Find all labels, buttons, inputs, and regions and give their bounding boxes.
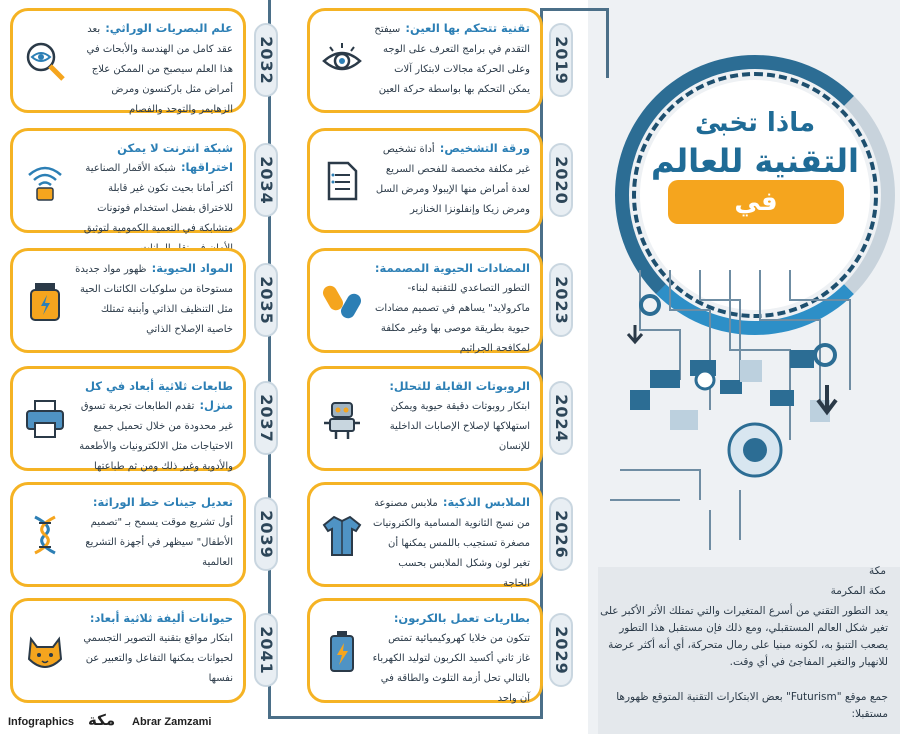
- timeline-card-2020: [307, 128, 543, 233]
- timeline-card-2032: [10, 8, 246, 113]
- timeline-card-2026: [307, 482, 543, 587]
- card-body: تتكون من خلايا كهروكيميائية تمتص غاز ثاني أكسيد الكربون لتوليد الكهرباء بالتالي تحل أزمة التلوث والطاقة في آن واحد: [372, 633, 530, 704]
- year-2024: 2024: [549, 381, 573, 455]
- timeline-card-2024: [307, 366, 543, 471]
- card-title: الملابس الذكية:: [442, 495, 530, 509]
- card-body: ابتكار روبوتات دقيقة حيوية ويمكن استهلاكها لإصلاح الإصابات الداخلية للإنسان: [389, 401, 530, 452]
- year-2032: 2032: [254, 23, 278, 97]
- year-2039: 2039: [254, 497, 278, 571]
- card-body: بعد عقد كامل من الهندسة والأبحاث في هذا العلم سيصبح من الممكن علاج أمراض مثل باركنسون ومرض الزهايمر والتوحد والفصام: [86, 24, 233, 115]
- intro-paragraph: يعد التطور التقني من أسرع المتغيرات والتي تمتلك الأثر الأكبر على تغير شكل العالم المستقبلي، ومع ذلك فإن مستقبل هذا التطور يصعب التنبؤ به، لكونه مبنيا على رمال متحركة، أي أنه أكثر عرضة للانهيار والتغير المفاجئ في أي وقت.: [600, 605, 888, 668]
- wifi-lock-icon: [23, 159, 67, 203]
- card-body: التطور التصاعدي للتقنية لبناء- ماكرولايد" يساهم في تصميم مضادات حيوية بطريقة موصى بها وغير مكلفة لمكافحة الجراثيم: [375, 283, 530, 354]
- timeline-line-left: [268, 0, 271, 718]
- card-title: الروبوتات القابلة للتحلل:: [389, 379, 530, 393]
- year-2019: 2019: [549, 23, 573, 97]
- headline-line-1: ماذا تخبئ: [694, 108, 816, 138]
- timeline-connector-top: [540, 8, 608, 11]
- timeline-card-2029: [307, 598, 543, 703]
- year-2026: 2026: [549, 497, 573, 571]
- jar-icon: [23, 279, 67, 323]
- timeline-card-2023: [307, 248, 543, 353]
- shirt-icon: [320, 513, 364, 557]
- location-city: مكة: [868, 565, 886, 577]
- year-2037: 2037: [254, 381, 278, 455]
- year-2020: 2020: [549, 143, 573, 217]
- card-title: بطاريات تعمل بالكربون:: [393, 611, 530, 625]
- card-title: طابعات ثلاثية أبعاد في كل منزل:: [85, 379, 233, 412]
- year-2029: 2029: [549, 613, 573, 687]
- circuit-illustration: [590, 240, 890, 560]
- year-2041: 2041: [254, 613, 278, 687]
- timeline-connector-drop: [606, 8, 609, 78]
- card-body: أداة تشخيص غير مكلفة مخصصة للفحص السريع لعدة أمراض منها الإيبولا ومرض السل ومرض زيكا وإنفلونزا الخنازير: [375, 144, 530, 215]
- card-body: تقدم الطابعات تجربة تسوق غير محدودة من خلال تحميل جميع الاحتياجات مثل الالكترونيات والأطعمة والأدوية وغير ذلك ومن ثم طباعتها: [79, 401, 233, 472]
- card-body: ظهور مواد جديدة مستوحاة من سلوكيات الكائنات الحية مثل التنظيف الذاتي وأبنية تمتلك خاصية الإصلاح الذاتي: [75, 264, 233, 335]
- card-title: تقنية تتحكم بها العين:: [405, 21, 530, 35]
- document-icon: [320, 159, 364, 203]
- card-body: شبكة الأقمار الصناعية أكثر أمانا بحيث تكون غير قابلة للاختراق بفضل استخدام فوتونات متشابكة في التعمية الكمومية لتوثيق: [83, 163, 233, 234]
- timeline-card-2039: [10, 482, 246, 587]
- card-title: حيوانات أليفة ثلاثية أبعاد:: [89, 611, 233, 625]
- robot-icon: [320, 397, 364, 441]
- location-region: مكة المكرمة: [830, 585, 886, 597]
- dna-icon: [23, 513, 67, 557]
- headline-line-2: التقنية للعالم: [650, 142, 859, 180]
- timeline-card-2019: [307, 8, 543, 113]
- printer-icon: [23, 397, 67, 441]
- cat-icon: [23, 629, 67, 673]
- timeline-card-2034: [10, 128, 246, 233]
- year-2035: 2035: [254, 263, 278, 337]
- card-body: سيفتح التقدم في برامج التعرف على الوجه وعلى الحركة مجالات لابتكار آلات يمكن التحكم بها بواسطة حركة العين: [374, 24, 530, 95]
- timeline-connector-bottom: [268, 716, 543, 719]
- timeline-card-2037: [10, 366, 246, 471]
- card-body: ملابس مصنوعة من نسج الثانوية المسامية والكترونيات مصغرة تستجيب باللمس يمكنها أن تغير لون وشكل الملابس بحسب الحاجة: [373, 498, 530, 589]
- card-body: أول تشريع موقت يسمح بـ "تصميم الأطفال" سيظهر في أجهزة التشريع العالمية: [85, 517, 233, 568]
- year-2023: 2023: [549, 263, 573, 337]
- card-body: ابتكار مواقع بتقنية التصوير التجسمي لحيوانات يمكنها التفاعل والتعبير عن نفسها: [83, 633, 233, 684]
- year-2034: 2034: [254, 143, 278, 217]
- timeline-card-2035: [10, 248, 246, 353]
- timeline-card-2041: [10, 598, 246, 703]
- card-title: المضادات الحيوية المصممة:: [374, 261, 530, 275]
- magnifier-eye-icon: [23, 39, 67, 83]
- pills-icon: [320, 279, 364, 323]
- headline-line-3: في المستقبل؟: [668, 180, 844, 224]
- credit-label: Infographics: [8, 716, 75, 728]
- card-title: المواد الحيوية:: [151, 261, 233, 275]
- credit-author: Abrar Zamzami: [132, 716, 212, 728]
- eye-icon: [320, 39, 364, 83]
- card-title: ورقة التشخيص:: [439, 141, 530, 155]
- source-note: جمع موقع "Futurism" بعض الابتكارات التقنية المتوقع ظهورها مستقبلا:: [616, 691, 888, 720]
- card-title: تعديل جينات خط الوراثة:: [92, 495, 233, 509]
- publication-logo: مكة: [88, 711, 116, 729]
- card-title: علم البصريات الوراثي:: [105, 21, 233, 35]
- battery-icon: [320, 629, 364, 673]
- card-title: شبكة انترنت لا يمكن اختراقها:: [117, 141, 233, 174]
